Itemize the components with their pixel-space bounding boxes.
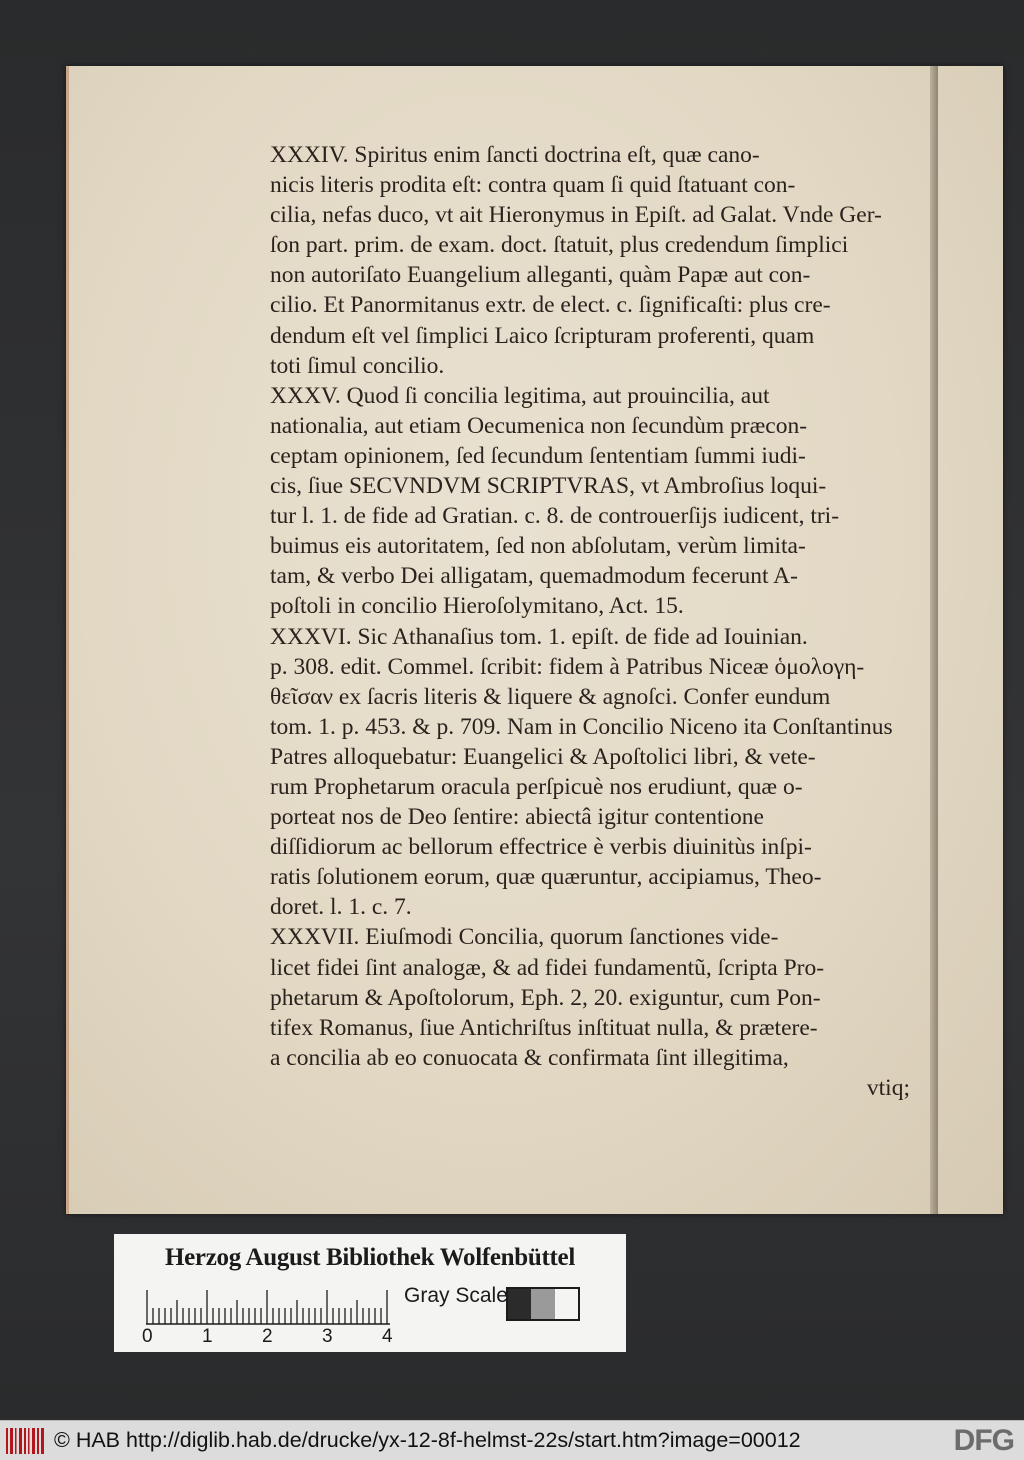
- text-line: cis, ſiue SECVNDVM SCRIPTVRAS, vt Ambroſius loqui-: [270, 473, 827, 500]
- text-line: tam, & verbo Dei alligatam, quemadmodum fecerunt A-: [270, 563, 798, 590]
- barcode-icon: [6, 1428, 46, 1459]
- page-text: [270, 140, 910, 1103]
- ruler-label: 3: [322, 1326, 333, 1347]
- gray-swatch-light: [555, 1289, 578, 1319]
- text-line: buimus eis autoritatem, ſed non abſolutam, verùm limita-: [270, 533, 806, 560]
- text-line: nationalia, aut etiam Oecumenica non ſecundùm præcon-: [270, 412, 808, 439]
- text-line: ceptam opinionem, ſed ſecundum ſententiam ſummi iudi-: [270, 442, 806, 469]
- catchword: vtiq;: [866, 1074, 910, 1101]
- text-line: non autoriſato Euangelium alleganti, quàm Papæ aut con-: [270, 262, 811, 289]
- color-calibration-bar: [114, 1234, 626, 1352]
- text-line: ratis ſolutionem eorum, quæ quæruntur, accipiamus, Theo-: [270, 864, 822, 891]
- ruler-label: 0: [142, 1326, 153, 1347]
- viewer-footer: [0, 1420, 1024, 1460]
- text-line: tom. 1. p. 453. & p. 709. Nam in Concilio Niceno ita Conſtantinus: [270, 713, 893, 740]
- text-line: licet fidei ſint analogæ, & ad fidei fundamentũ, ſcripta Pro-: [270, 954, 825, 981]
- text-line: dendum eſt vel ſimplici Laico ſcripturam proferenti, quam: [270, 322, 815, 349]
- text-line: tifex Romanus, ſiue Antichriſtus inſtituat nulla, & prætere-: [270, 1014, 818, 1041]
- dfg-logo: DFG: [953, 1424, 1014, 1457]
- ruler-label: 4: [382, 1326, 393, 1347]
- text-line: diſſidiorum ac bellorum effectrice è verbis diuinitùs inſpi-: [270, 834, 812, 861]
- text-line: cilio. Et Panormitanus extr. de elect. c. ſignificaſti: plus cre-: [270, 292, 831, 319]
- text-line: a concilia ab eo conuocata & confirmata ſint illegitima,: [270, 1044, 789, 1071]
- text-line: XXXV. Quod ſi concilia legitima, aut prouincilia, aut: [270, 382, 770, 409]
- text-line: cilia, nefas duco, vt ait Hieronymus in Epiſt. ad Galat. Vnde Ger-: [270, 202, 882, 229]
- text-line: XXXVI. Sic Athanaſius tom. 1. epiſt. de fide ad Iouinian.: [270, 623, 808, 650]
- text-line: poſtoli in concilio Hieroſolymitano, Act. 15.: [270, 593, 684, 620]
- text-line: XXXVII. Eiuſmodi Concilia, quorum ſanctiones vide-: [270, 924, 779, 951]
- text-line: ſon part. prim. de exam. doct. ſtatuit, plus credendum ſimplici: [270, 232, 849, 259]
- library-name: Herzog August Bibliothek Wolfenbüttel: [164, 1244, 575, 1271]
- ruler-ticks: [146, 1286, 396, 1326]
- text-line: θεῖσαν ex ſacris literis & liquere & agnoſci. Confer eundum: [270, 683, 831, 710]
- text-line: p. 308. edit. Commel. ſcribit: fidem à Patribus Niceæ ὁμολογη-: [270, 653, 865, 680]
- text-line: tur l. 1. de fide ad Gratian. c. 8. de controuerſijs iudicent, tri-: [270, 503, 840, 530]
- text-line: nicis literis prodita eſt: contra quam ſi quid ſtatuant con-: [270, 172, 796, 199]
- gray-swatch-dark: [508, 1289, 531, 1319]
- text-line: doret. l. 1. c. 7.: [270, 894, 412, 921]
- ruler-label: 1: [202, 1326, 213, 1347]
- source-url[interactable]: © HAB http://diglib.hab.de/drucke/yx-12-8f-helmst-22s/start.htm?image=00012: [54, 1428, 801, 1452]
- text-line: Patres alloquebatur: Euangelici & Apoſtolici libri, & vete-: [270, 743, 816, 770]
- text-line: phetarum & Apoſtolorum, Eph. 2, 20. exiguntur, cum Pon-: [270, 984, 821, 1011]
- text-line: porteat nos de Deo ſentire: abiectâ igitur contentione: [270, 804, 764, 831]
- text-line: toti ſimul concilio.: [270, 352, 445, 379]
- text-line: rum Prophetarum oracula perſpicuè nos erudiunt, quæ o-: [270, 773, 803, 800]
- gray-scale-swatches: [506, 1287, 580, 1321]
- page-edge: [930, 66, 938, 1214]
- scale-ruler: [146, 1286, 396, 1326]
- ruler-label: 2: [262, 1326, 273, 1347]
- gray-swatch-mid: [531, 1289, 554, 1319]
- gray-scale-label: Gray Scale: [404, 1284, 508, 1307]
- text-line: XXXIV. Spiritus enim ſancti doctrina eſt, quæ cano-: [270, 142, 760, 168]
